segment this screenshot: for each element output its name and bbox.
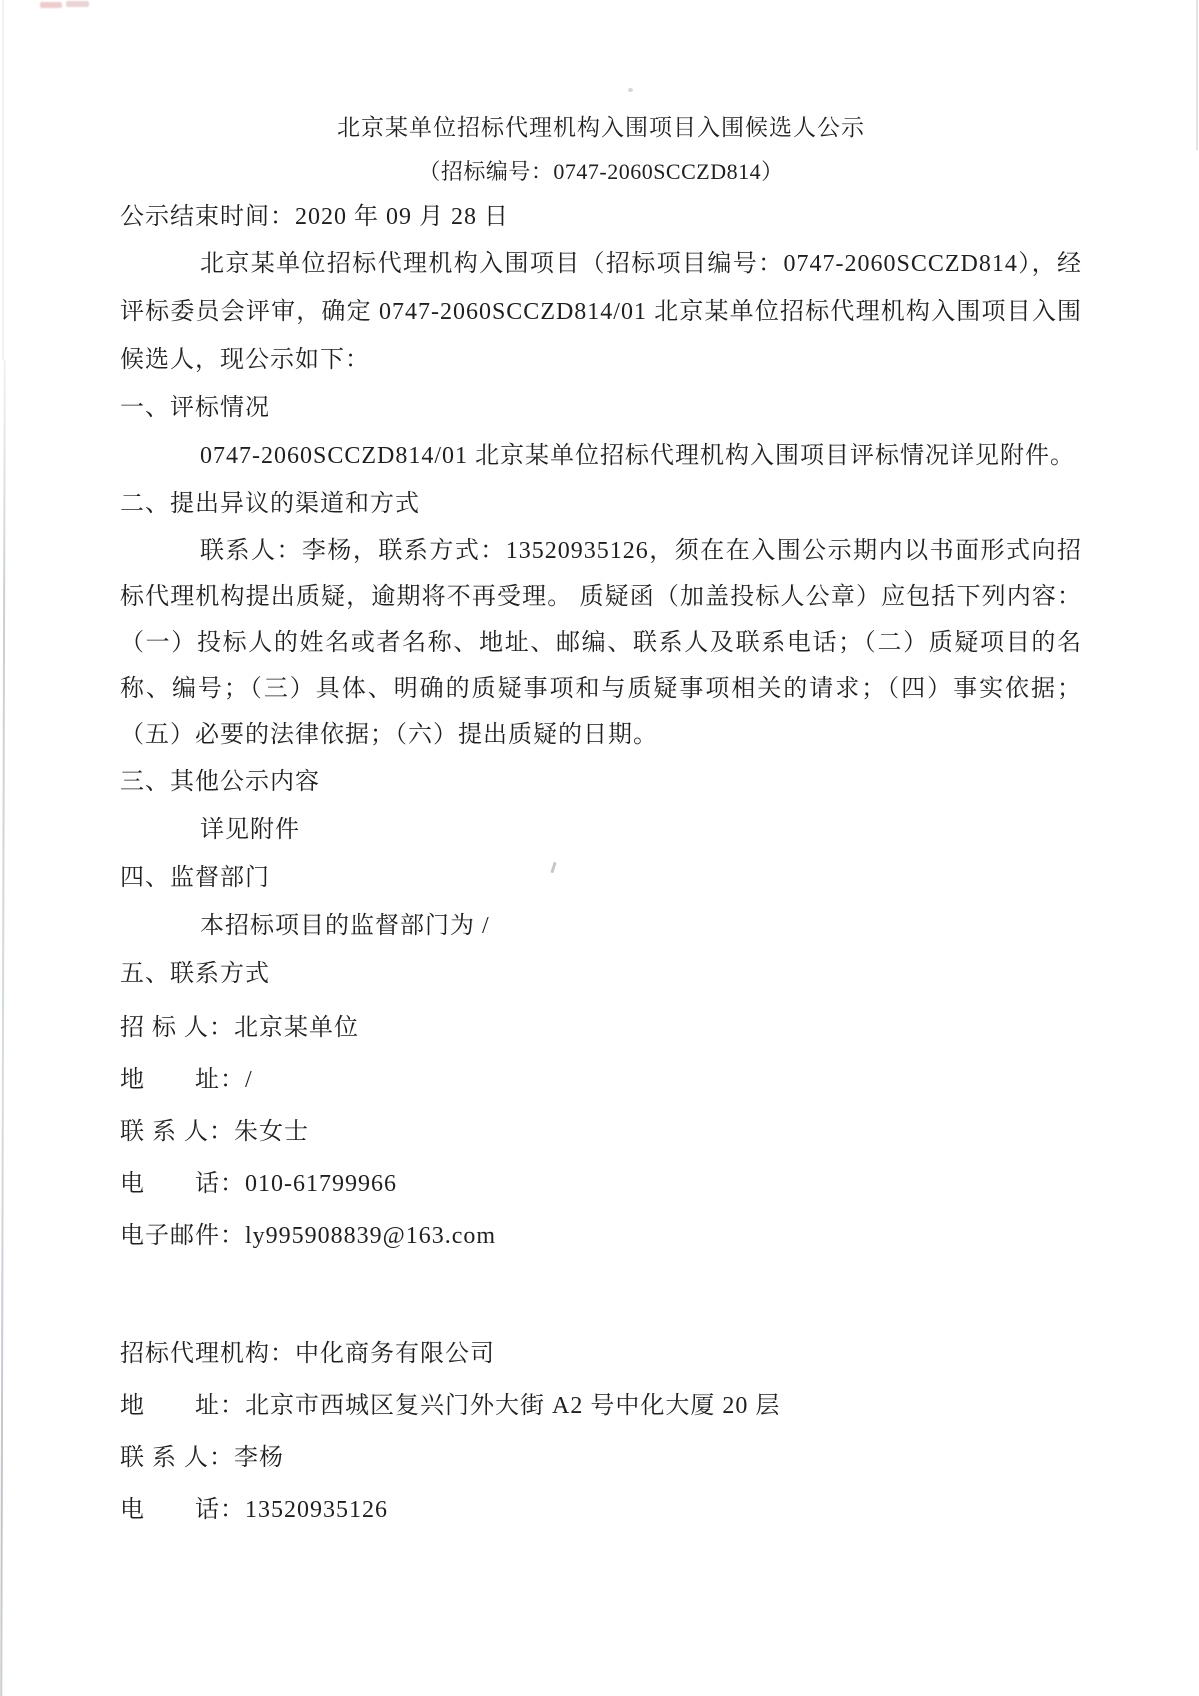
section-1-body: 0747-2060SCCZD814/01 北京某单位招标代理机构入围项目评标情况详见附件。: [200, 443, 1076, 469]
tenderer-email-line: 电子邮件：ly995908839@163.com: [120, 1223, 497, 1249]
agency-name-line: 招标代理机构：中化商务有限公司: [120, 1341, 495, 1367]
tenderer-contact-person-line: 联 系 人：朱女士: [120, 1119, 309, 1145]
scan-edge-artifact: [0, 360, 5, 1696]
tenderer-name-line: 招 标 人：北京某单位: [120, 1015, 359, 1041]
tenderer-contact-block: [120, 1002, 1082, 1262]
agency-address-line: 地 址：北京市西城区复兴门外大街 A2 号中化大厦 20 层: [120, 1393, 781, 1419]
scan-speck: [628, 88, 633, 92]
intro-paragraph: 北京某单位招标代理机构入围项目（招标项目编号：0747-2060SCCZD814），经评标委员会评审，确定 0747-2060SCCZD814/01 北京某单位招标代理机构入围项目入围候选人，现公示如下：: [120, 251, 1082, 373]
document-content: [120, 106, 1082, 1536]
section-5-heading: 五、联系方式: [120, 961, 270, 987]
section-3-heading: 三、其他公示内容: [120, 769, 320, 795]
doc-subtitle: （招标编号：0747-2060SCCZD814）: [418, 159, 784, 184]
publicity-end-line: 公示结束时间：2020 年 09 月 28 日: [120, 204, 509, 230]
scan-edge-artifact: [1196, 0, 1198, 150]
section-1-heading: 一、评标情况: [120, 395, 270, 421]
tenderer-address-line: 地 址：/: [120, 1067, 253, 1093]
stamp-residue-mark: [40, 2, 62, 8]
stamp-residue-mark: [66, 1, 89, 7]
doc-title: 北京某单位招标代理机构入围项目入围候选人公示: [337, 115, 865, 140]
section-4-heading: 四、监督部门: [120, 865, 270, 891]
agency-contact-block: [120, 1328, 1082, 1536]
section-4-body: 本招标项目的监督部门为 /: [200, 913, 490, 939]
tenderer-phone-line: 电 话：010-61799966: [120, 1171, 397, 1197]
scan-edge-artifact: [2, 0, 4, 360]
section-3-body: 详见附件: [200, 817, 300, 843]
section-2-body: 联系人：李杨，联系方式：13520935126，须在在入围公示期内以书面形式向招标代理机构提出质疑，逾期将不再受理。 质疑函（加盖投标人公章）应包括下列内容：（一）投标人的姓名或者名称、地址、邮编、联系人及联系电话；（二）质疑项目的名称、编号；（三）具体、明确的质疑事项和与质疑事项相关的请求；（四）事实依据；（五）必要的法律依据；（六）提出质疑的日期。: [120, 538, 1082, 748]
section-2-heading: 二、提出异议的渠道和方式: [120, 491, 420, 517]
agency-phone-line: 电 话：13520935126: [120, 1497, 388, 1523]
agency-contact-person-line: 联 系 人：李杨: [120, 1445, 284, 1471]
